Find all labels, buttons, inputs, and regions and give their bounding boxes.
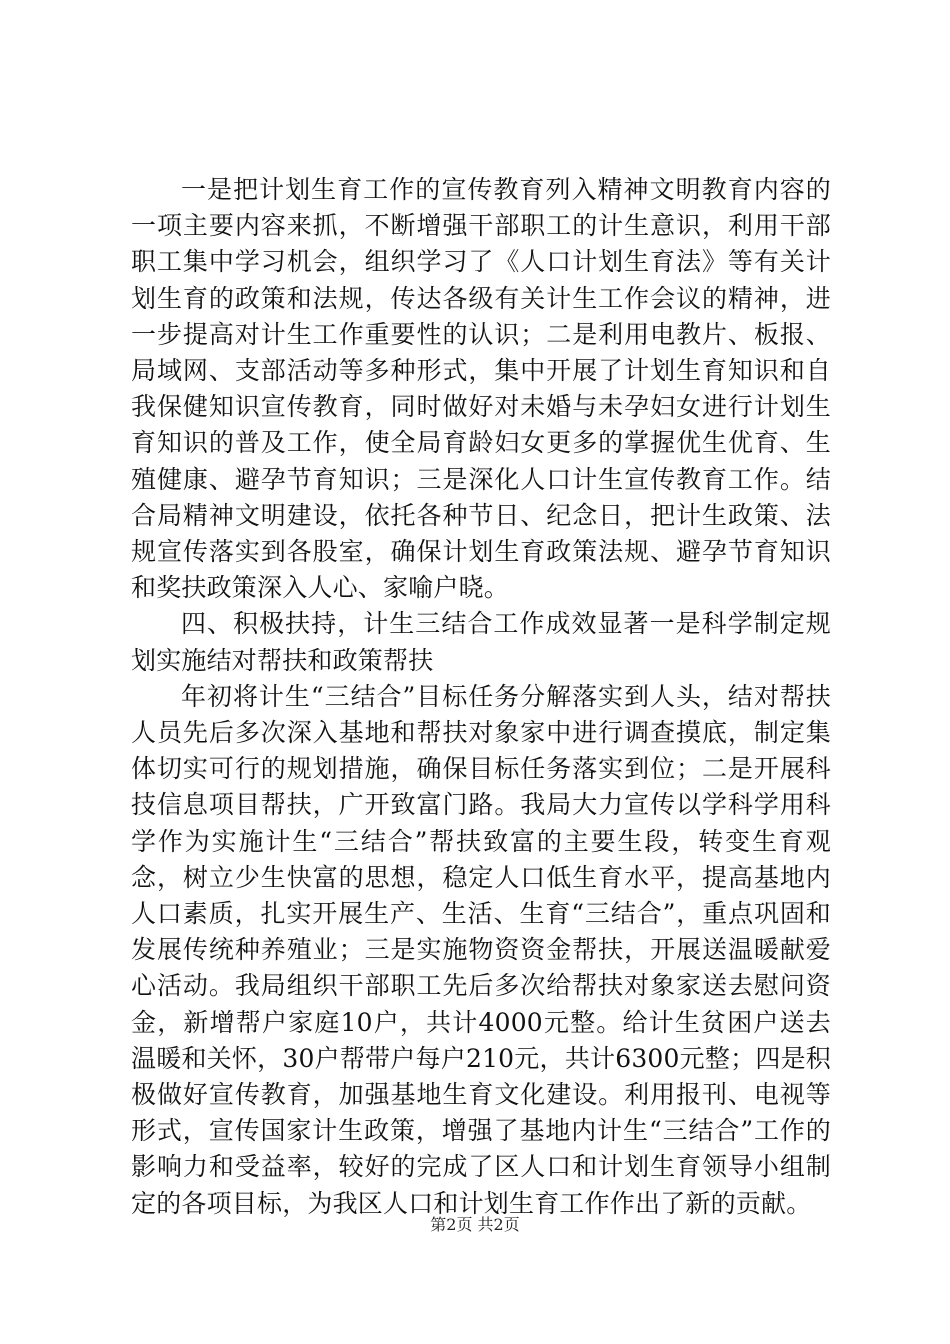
paragraph-1: 一是把计划生育工作的宣传教育列入精神文明教育内容的一项主要内容来抓，不断增强干部职工的计生意识，利用干部职工集中学习机会，组织学习了《人口计划生育法》等有关计划生育的政策和法规，传达各级有关计生工作会议的精神，进一步提高对计生工作重要性的认识；二是利用电教片、板报、局域网、支部活动等多种形式，集中开展了计划生育知识和自我保健知识宣传教育，同时做好对未婚与未孕妇女进行计划生育知识的普及工作，使全局育龄妇女更多的掌握优生优育、生殖健康、避孕节育知识；三是深化人口计生宣传教育工作。结合局精神文明建设，依托各种节日、纪念日，把计生政策、法规宣传落实到各股室，确保计划生育政策法规、避孕节育知识和奖扶政策深入人心、家喻户晓。 — [131, 175, 831, 603]
paragraph-3: 年初将计生“三结合”目标任务分解落实到人头，结对帮扶人员先后多次深入基地和帮扶对象家中进行调查摸底，制定集体切实可行的规划措施，确保目标任务落实到位；二是开展科技信息项目帮扶，广开致富门路。我局大力宣传以学科学用科学作为实施计生“三结合”帮扶致富的主要生段，转变生育观念，树立少生快富的思想，稳定人口低生育水平，提高基地内人口素质，扎实开展生产、生活、生育“三结合”，重点巩固和发展传统种养殖业；三是实施物资资金帮扶，开展送温暖献爱心活动。我局组织干部职工先后多次给帮扶对象家送去慰问资金，新增帮户家庭10户，共计4000元整。给计生贫困户送去温暖和关怀，30户帮带户每户210元，共计6300元整；四是积极做好宣传教育，加强基地生育文化建设。利用报刊、电视等形式，宣传国家计生政策，增强了基地内计生“三结合”工作的影响力和受益率，较好的完成了区人口和计划生育领导小组制定的各项目标，为我区人口和计划生育工作作出了新的贡献。 — [131, 681, 831, 1218]
page-footer: 第2页 共2页 — [430, 1215, 520, 1234]
paragraph-2: 四、积极扶持，计生三结合工作成效显著一是科学制定规划实施结对帮扶和政策帮扶 — [131, 609, 831, 675]
document-body — [131, 172, 831, 1222]
